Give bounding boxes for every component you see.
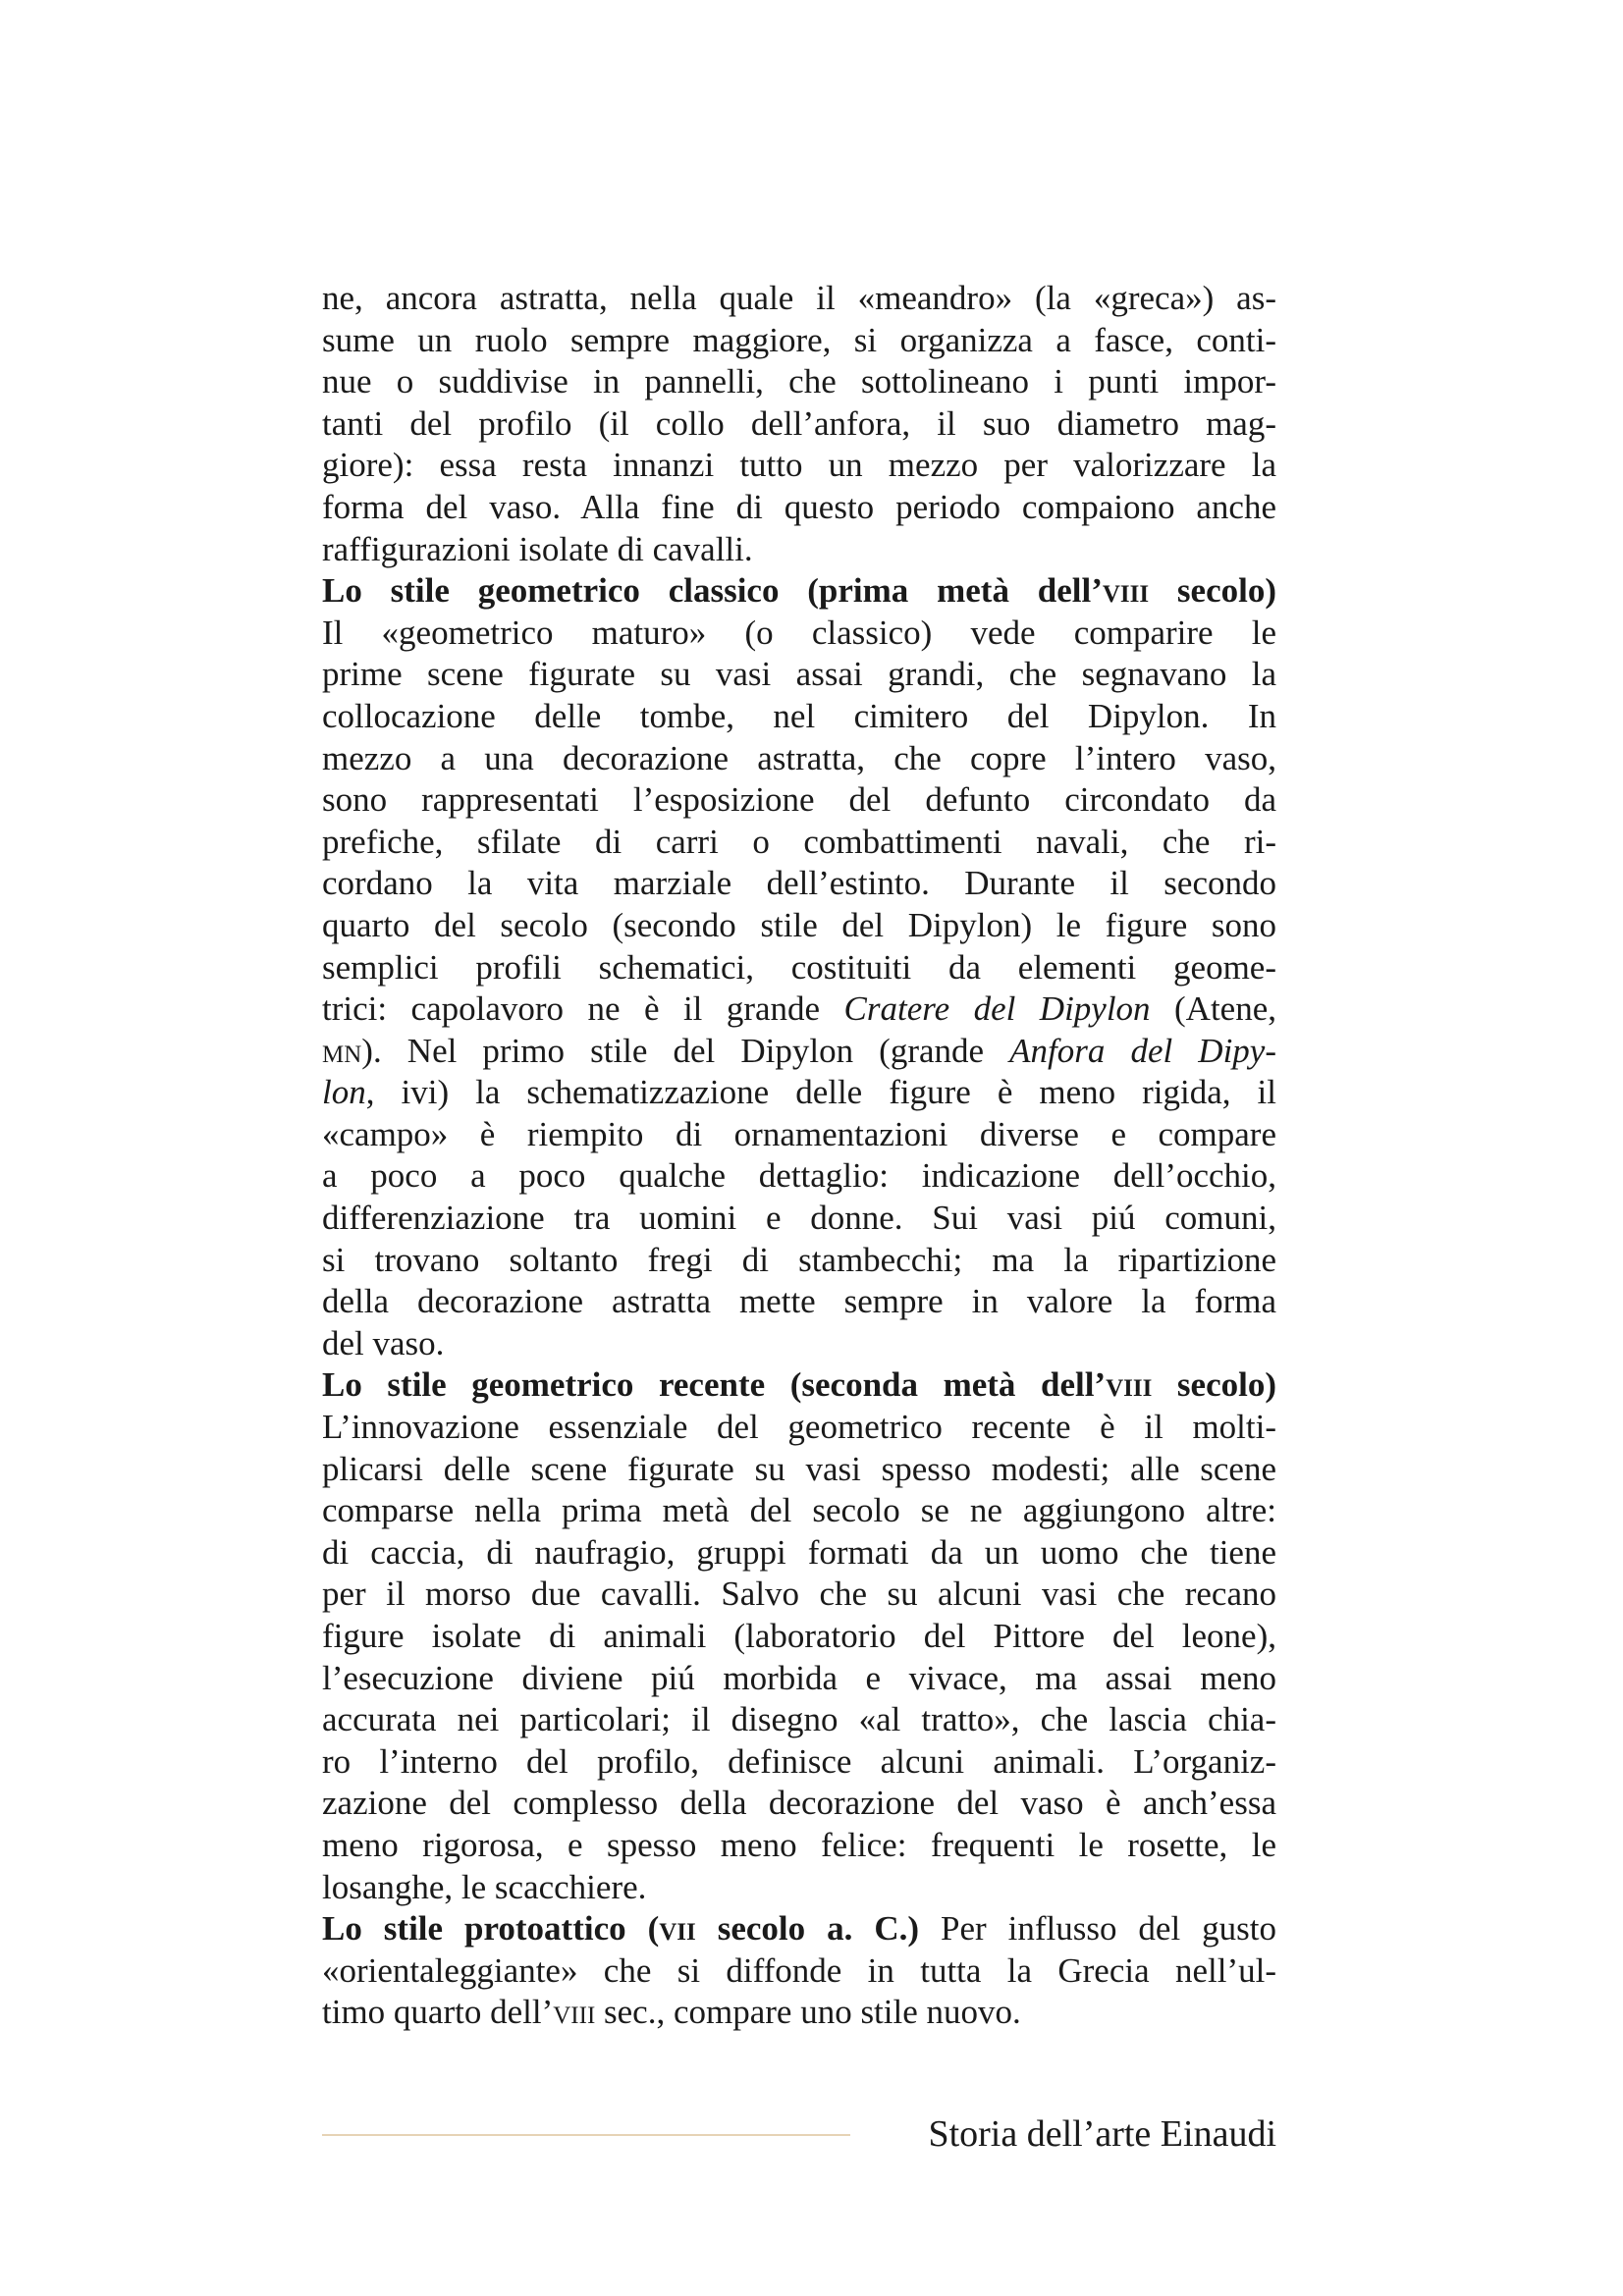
text-line: meno rigorosa, e spesso meno felice: frequenti le rosette, le [322,1825,1276,1864]
text-line: differenziazione tra uomini e donne. Sui vasi piú comuni, [322,1199,1276,1238]
text-line: Il «geometrico maturo» (o classico) vede comparire le [322,613,1276,652]
text-line: lon, ivi) la schematizzazione delle figure è meno rigida, il [322,1073,1276,1112]
text-line: timo quarto dell’viii sec., compare uno stile nuovo. [322,1993,1021,2032]
text-line: di caccia, di naufragio, gruppi formati da un uomo che tiene [322,1532,1276,1572]
text-line: nue o suddivise in pannelli, che sottolineano i punti impor- [322,362,1276,401]
text-line: tanti del profilo (il collo dell’anfora, il suo diametro mag- [322,403,1276,443]
artwork-title: Anfora del Dipy- [1009,1031,1276,1070]
section-heading-protoattico: Lo stile protoattico (vii secolo a. C.) [322,1909,920,1949]
text-line: «campo» è riempito di ornamentazioni diverse e compare [322,1114,1276,1153]
text-line: zazione del complesso della decorazione del vaso è anch’essa [322,1784,1276,1823]
text-line: losanghe, le scacchiere. [322,1867,647,1906]
text-line: Lo stile protoattico (vii secolo a. C.) Per influsso del gusto [322,1909,1276,1949]
text-line: mn). Nel primo stile del Dipylon (grande Anfora del Dipy- [322,1031,1276,1070]
text-line: plicarsi delle scene figurate su vasi spesso modesti; alle scene [322,1449,1276,1488]
publisher-credit: Storia dell’arte Einaudi [928,2113,1276,2155]
text-line: ro l’interno del profilo, definisce alcuni animali. L’organiz- [322,1741,1276,1781]
text-line: cordano la vita marziale dell’estinto. Durante il secondo [322,864,1276,903]
text-line: si trovano soltanto fregi di stambecchi; ma la ripartizione [322,1240,1276,1279]
artwork-title: lon [322,1073,366,1112]
text-line: semplici profili schematici, costituiti da elementi geome- [322,947,1276,987]
text-line: forma del vaso. Alla fine di questo periodo compaiono anche [322,487,1276,526]
text-line: quarto del secolo (secondo stile del Dipylon) le figure sono [322,905,1276,944]
text-line: ne, ancora astratta, nella quale il «meandro» (la «greca») as- [322,279,1276,317]
body-text [322,278,1276,2034]
text-line: L’innovazione essenziale del geometrico recente è il molti- [322,1408,1276,1447]
text-line: a poco a poco qualche dettaglio: indicazione dell’occhio, [322,1156,1276,1196]
text-line: mezzo a una decorazione astratta, che copre l’intero vaso, [322,738,1276,777]
text-line: collocazione delle tombe, nel cimitero del Dipylon. In [322,696,1276,735]
text-line: prime scene figurate su vasi assai grandi, che segnavano la [322,655,1276,694]
text-line: figure isolate di animali (laboratorio del Pittore del leone), [322,1617,1276,1655]
page-footer [322,2105,1276,2163]
text-line: del vaso. [322,1323,445,1362]
text-line: sume un ruolo sempre maggiore, si organizza a fasce, conti- [322,320,1276,359]
footer-rule [322,2134,850,2136]
text-line: raffigurazioni isolate di cavalli. [322,529,753,568]
text-line: della decorazione astratta mette sempre in valore la forma [322,1282,1276,1321]
artwork-title: Cratere del Dipylon [843,989,1151,1029]
section-heading-classico: Lo stile geometrico classico (prima metà dell’viii secolo) [322,571,1276,611]
text-line: accurata nei particolari; il disegno «al tratto», che lascia chia- [322,1700,1276,1739]
text-line: prefiche, sfilate di carri o combattimenti navali, che ri- [322,822,1276,861]
text-line: per il morso due cavalli. Salvo che su alcuni vasi che recano [322,1575,1276,1614]
text-line: comparse nella prima metà del secolo se ne aggiungono altre: [322,1491,1276,1530]
section-heading-recente: Lo stile geometrico recente (seconda metà dell’viii secolo) [322,1365,1276,1405]
text-line: «orientaleggiante» che si diffonde in tutta la Grecia nell’ul- [322,1950,1276,1990]
text-line: sono rappresentati l’esposizione del defunto circondato da [322,780,1276,820]
text-line: giore): essa resta innanzi tutto un mezzo per valorizzare la [322,446,1276,485]
text-line: trici: capolavoro ne è il grande Cratere del Dipylon (Atene, [322,989,1276,1029]
text-line: l’esecuzione diviene piú morbida e vivace, ma assai meno [322,1658,1276,1697]
